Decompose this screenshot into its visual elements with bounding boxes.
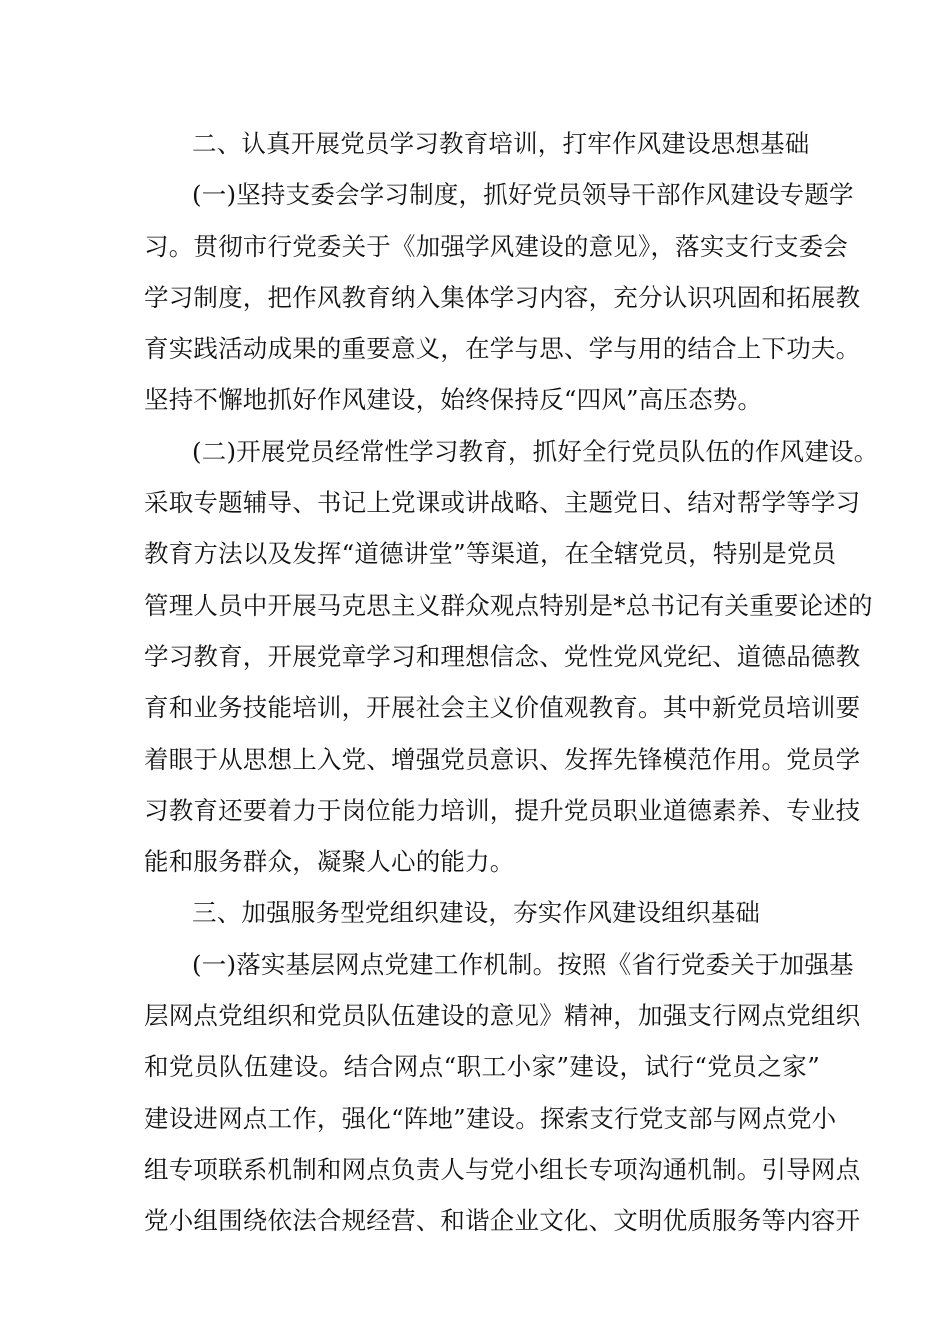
paragraph-line: 党小组围绕依法合规经营、和谐企业文化、文明优质服务等内容开 [144, 1206, 861, 1236]
section-heading [144, 118, 820, 169]
paragraph-line: 学习制度，把作风教育纳入集体学习内容，充分认识巩固和拓展教 [144, 282, 861, 312]
body-paragraph [144, 426, 879, 888]
paragraph-line: 学习教育，开展党章学习和理想信念、党性党风党纪、道德品德教 [144, 641, 861, 671]
paragraph-line: 坚持不懈地抓好作风建设，始终保持反“四风”高压态势。 [144, 385, 763, 415]
paragraph-line: 建设进网点工作，强化“阵地”建设。探索支行党支部与网点党小 [144, 1103, 837, 1133]
paragraph-line: 习。贯彻市行党委关于《加强学风建设的意见》，落实支行支委会 [144, 231, 849, 261]
paragraph-line: 习教育还要着力于岗位能力培训，提升党员职业道德素养、专业技 [144, 795, 861, 825]
paragraph-line: (一)落实基层网点党建工作机制。按照《省行党委关于加强基 [192, 949, 854, 979]
paragraph-line: 组专项联系机制和网点负责人与党小组长专项沟通机制。引导网点 [144, 1154, 861, 1184]
paragraph-line: 教育方法以及发挥“道德讲堂”等渠道，在全辖党员，特别是党员 [144, 539, 837, 569]
paragraph-line: 能和服务群众，凝聚人心的能力。 [144, 847, 515, 877]
paragraph-line: 采取专题辅导、书记上党课或讲战略、主题党日、结对帮学等学习 [144, 488, 861, 518]
heading-text: 二、认真开展党员学习教育培训，打牢作风建设思想基础 [192, 129, 810, 158]
paragraph-line: 育实践活动成果的重要意义，在学与思、学与用的结合上下功夫。 [144, 334, 861, 364]
paragraph-line: (一)坚持支委会学习制度，抓好党员领导干部作风建设专题学 [192, 180, 854, 210]
paragraph-line: 管理人员中开展马克思主义群众观点特别是*总书记有关重要论述的 [144, 590, 873, 620]
body-paragraph [144, 169, 861, 425]
paragraph-line: 育和业务技能培训，开展社会主义价值观教育。其中新党员培训要 [144, 693, 861, 723]
paragraph-line: 层网点党组织和党员队伍建设的意见》精神，加强支行网点党组织 [144, 1001, 861, 1031]
section-heading [144, 887, 820, 938]
heading-text: 三、加强服务型党组织建设，夯实作风建设组织基础 [192, 898, 761, 928]
paragraph-line: 着眼于从思想上入党、增强党员意识、发挥先锋模范作用。党员学 [144, 744, 861, 774]
paragraph-line: (二)开展党员经常性学习教育，抓好全行党员队伍的作风建设。 [192, 436, 879, 466]
body-paragraph [144, 939, 861, 1247]
document-body [144, 118, 879, 1247]
paragraph-line: 和党员队伍建设。结合网点“职工小家”建设，试行“党员之家” [144, 1052, 820, 1082]
